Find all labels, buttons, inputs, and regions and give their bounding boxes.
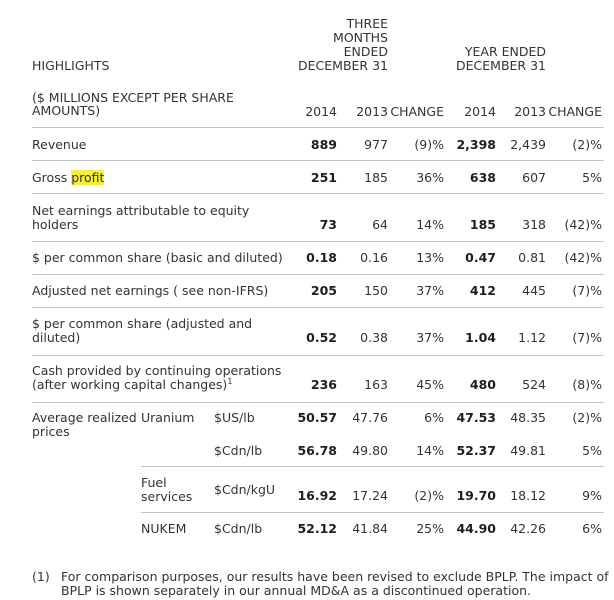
row-divider [32, 241, 604, 242]
eps-basic-q-change: 13% [416, 250, 444, 265]
unit-cdn-kgu: $Cdn/kgU [214, 482, 276, 497]
row-eps-basic-label: $ per common share (basic and diluted) [32, 250, 283, 265]
cash-provided-q-2013: 163 [364, 377, 388, 392]
net-earnings-q-2014: 73 [319, 217, 337, 232]
uranium-us-y-change: (2)% [572, 410, 602, 425]
cash-provided-y-2014: 480 [469, 377, 496, 392]
row-divider [141, 466, 604, 467]
uranium-us-q-change: 6% [424, 410, 444, 425]
nukem-y-change: 6% [582, 521, 602, 536]
year-ended-header-1: YEAR ENDED [464, 44, 546, 59]
revenue-q-change: (9)% [414, 137, 444, 152]
eps-adjusted-y-2013: 1.12 [518, 330, 546, 345]
adjusted-earnings-q-change: 37% [416, 283, 444, 298]
row-eps-adjusted-label-2: diluted) [32, 330, 81, 345]
product-fuel-services-2: services [141, 489, 193, 504]
adjusted-earnings-q-2013: 150 [364, 283, 388, 298]
revenue-q-2013: 977 [364, 137, 388, 152]
gross-profit-y-2014: 638 [469, 170, 496, 185]
adjusted-earnings-y-2014: 412 [469, 283, 496, 298]
adjusted-earnings-q-2014: 205 [310, 283, 337, 298]
row-divider [32, 193, 604, 194]
units-note-line1: ($ MILLIONS EXCEPT PER SHARE [32, 90, 234, 105]
nukem-q-2014: 52.12 [297, 521, 337, 536]
product-nukem: NUKEM [141, 521, 187, 536]
gross-profit-q-change: 36% [416, 170, 444, 185]
row-adjusted-earnings-label: Adjusted net earnings ( see non-IFRS) [32, 283, 269, 298]
row-divider [32, 402, 604, 403]
net-earnings-y-2014: 185 [469, 217, 496, 232]
row-divider [141, 512, 604, 513]
eps-basic-q-2013: 0.16 [360, 250, 388, 265]
col-header-2013-y: 2013 [514, 104, 546, 119]
fuel-services-y-2014: 19.70 [456, 488, 496, 503]
net-earnings-q-change: 14% [416, 217, 444, 232]
three-months-header-1: THREE [346, 16, 388, 31]
net-earnings-y-change: (42)% [564, 217, 602, 232]
uranium-us-y-2013: 48.35 [510, 410, 546, 425]
unit-cdn-lb: $Cdn/lb [214, 443, 263, 458]
uranium-cdn-y-2014: 52.37 [456, 443, 496, 458]
revenue-y-2013: 2,439 [510, 137, 546, 152]
gross-profit-q-2014: 251 [310, 170, 337, 185]
footnote-line1: For comparison purposes, our results have been revised to exclude BPLP. The impact of [61, 569, 609, 584]
adjusted-earnings-y-2013: 445 [522, 283, 546, 298]
nukem-y-2013: 42.26 [510, 521, 546, 536]
avg-prices-label-2: prices [32, 424, 70, 439]
col-header-change-q: CHANGE [390, 104, 444, 119]
cash-provided-y-change: (8)% [572, 377, 602, 392]
row-divider [32, 160, 604, 161]
nukem-q-2013: 41.84 [352, 521, 388, 536]
row-divider [32, 274, 604, 275]
row-divider [32, 307, 604, 308]
row-cash-provided-label-1: Cash provided by continuing operations [32, 363, 282, 378]
row-gross-profit-label: Gross profit [32, 170, 105, 185]
fuel-services-q-2013: 17.24 [352, 488, 388, 503]
uranium-cdn-y-change: 5% [582, 443, 602, 458]
revenue-y-2014: 2,398 [456, 137, 496, 152]
uranium-us-y-2014: 47.53 [456, 410, 496, 425]
uranium-cdn-q-2014: 56.78 [297, 443, 337, 458]
eps-basic-y-2014: 0.47 [465, 250, 496, 265]
uranium-cdn-y-2013: 49.81 [510, 443, 546, 458]
cash-provided-q-2014: 236 [310, 377, 337, 392]
cash-provided-q-change: 45% [416, 377, 444, 392]
uranium-us-q-2013: 47.76 [352, 410, 388, 425]
search-highlight: profit [71, 170, 105, 185]
footnote-number: (1) [32, 569, 50, 584]
unit-cdn-lb-nukem: $Cdn/lb [214, 521, 263, 536]
fuel-services-y-2013: 18.12 [510, 488, 546, 503]
year-ended-header-2: DECEMBER 31 [456, 58, 546, 73]
revenue-y-change: (2)% [572, 137, 602, 152]
three-months-header-3: ENDED [343, 44, 388, 59]
revenue-q-2014: 889 [310, 137, 337, 152]
eps-adjusted-q-2014: 0.52 [306, 330, 337, 345]
footnote-marker: 1 [227, 376, 233, 386]
avg-prices-label-1: Average realized [32, 410, 137, 425]
nukem-q-change: 25% [416, 521, 444, 536]
product-fuel-services-1: Fuel [141, 475, 167, 490]
net-earnings-q-2013: 64 [372, 217, 388, 232]
uranium-cdn-q-change: 14% [416, 443, 444, 458]
units-note-line2: AMOUNTS) [32, 103, 101, 118]
net-earnings-y-2013: 318 [522, 217, 546, 232]
eps-basic-q-2014: 0.18 [306, 250, 337, 265]
eps-adjusted-y-2014: 1.04 [465, 330, 496, 345]
col-header-2013-q: 2013 [356, 104, 388, 119]
row-net-earnings-label-1: Net earnings attributable to equity [32, 203, 250, 218]
footnote-line2: BPLP is shown separately in our annual MD&A as a discontinued operation. [61, 583, 531, 598]
col-header-2014-q: 2014 [305, 104, 337, 119]
uranium-us-q-2014: 50.57 [297, 410, 337, 425]
col-header-2014-y: 2014 [464, 104, 496, 119]
gross-profit-q-2013: 185 [364, 170, 388, 185]
row-cash-provided-label-2: (after working capital changes)$^1$ [32, 376, 233, 392]
unit-us-lb: $US/lb [214, 410, 255, 425]
fuel-services-y-change: 9% [582, 488, 602, 503]
fuel-services-q-2014: 16.92 [297, 488, 337, 503]
product-uranium: Uranium [141, 410, 195, 425]
row-eps-adjusted-label-1: $ per common share (adjusted and [32, 316, 253, 331]
three-months-header-2: MONTHS [333, 30, 388, 45]
eps-adjusted-q-2013: 0.38 [360, 330, 388, 345]
eps-adjusted-q-change: 37% [416, 330, 444, 345]
highlights-heading: HIGHLIGHTS [32, 58, 110, 73]
eps-basic-y-change: (42)% [564, 250, 602, 265]
header-divider [32, 127, 604, 128]
nukem-y-2014: 44.90 [456, 521, 496, 536]
adjusted-earnings-y-change: (7)% [572, 283, 602, 298]
fuel-services-q-change: (2)% [414, 488, 444, 503]
row-divider [32, 355, 604, 356]
gross-profit-y-2013: 607 [522, 170, 546, 185]
three-months-header-4: DECEMBER 31 [298, 58, 388, 73]
col-header-change-y: CHANGE [548, 104, 602, 119]
uranium-cdn-q-2013: 49.80 [352, 443, 388, 458]
eps-adjusted-y-change: (7)% [572, 330, 602, 345]
row-net-earnings-label-2: holders [32, 217, 79, 232]
cash-provided-y-2013: 524 [522, 377, 546, 392]
gross-profit-y-change: 5% [582, 170, 602, 185]
row-revenue-label: Revenue [32, 137, 87, 152]
eps-basic-y-2013: 0.81 [518, 250, 546, 265]
